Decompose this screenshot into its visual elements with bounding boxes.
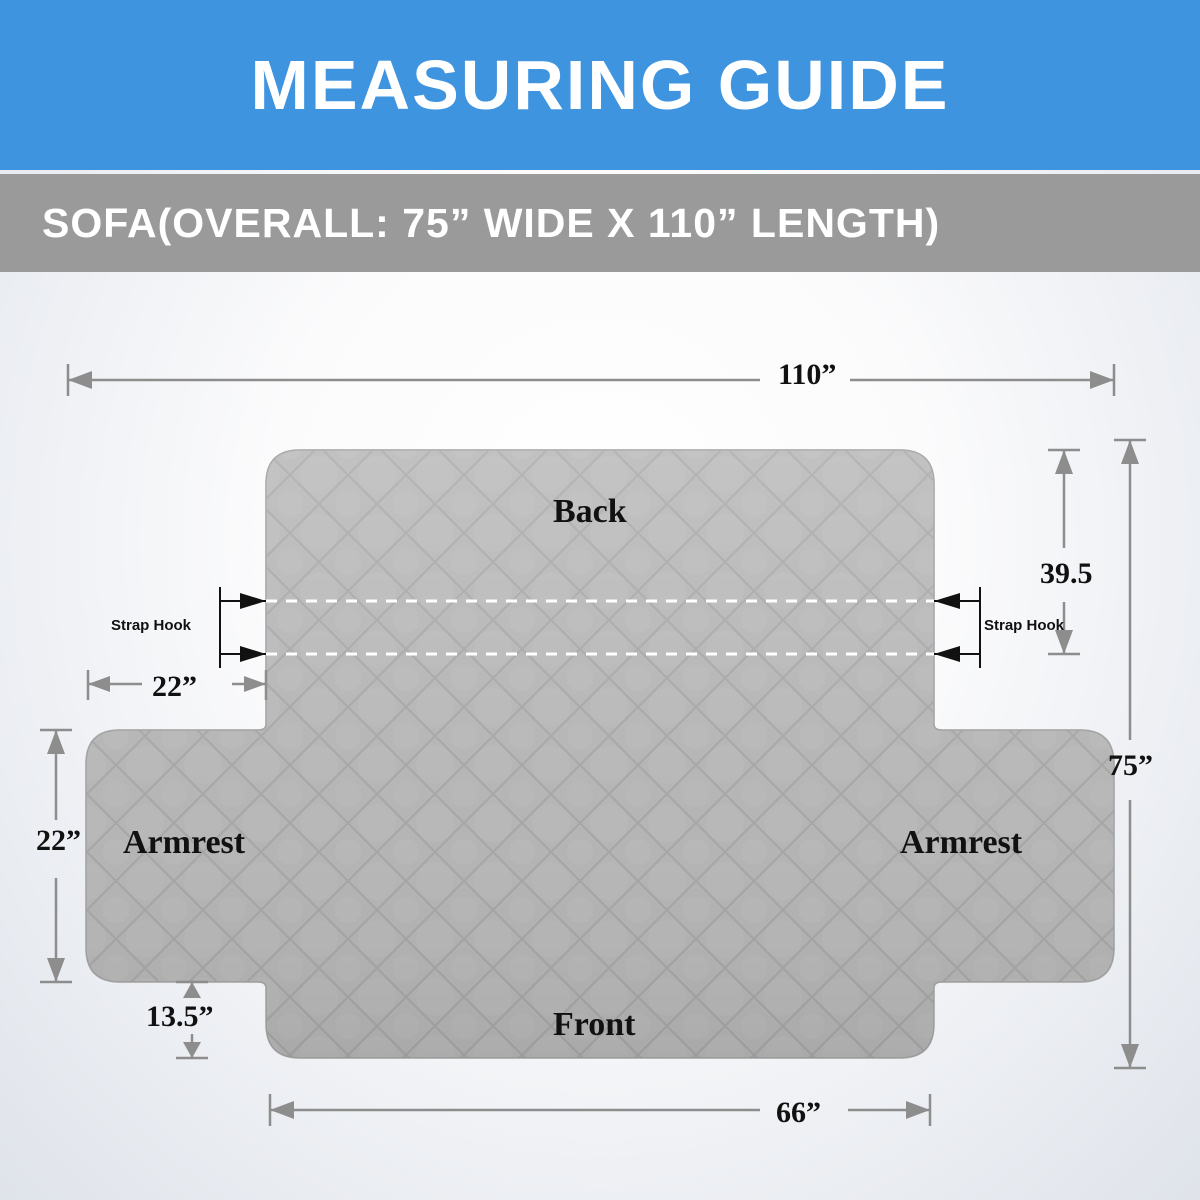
- strap-hook-arrow-left: [220, 587, 266, 668]
- dimension-label-front-skirt: 13.5”: [146, 1000, 214, 1033]
- label-strap-hook-left: Strap Hook: [111, 617, 192, 634]
- subheader-banner: [0, 174, 1200, 272]
- strap-hook-arrow-right: [934, 587, 980, 668]
- label-armrest-right: Armrest: [900, 824, 1023, 861]
- diagram-svg: [0, 272, 1200, 1200]
- label-back: Back: [553, 493, 627, 530]
- sofa-spec-text: SOFA(OVERALL: 75” WIDE X 110” LENGTH): [42, 199, 941, 246]
- dimension-110: [68, 364, 1114, 396]
- dimension-label-overall-length: 110”: [778, 358, 837, 391]
- label-armrest-left: Armrest: [123, 824, 246, 861]
- label-strap-hook-right: Strap Hook: [984, 617, 1065, 634]
- dimension-label-back-offset: 22”: [152, 670, 197, 703]
- dimension-66: [270, 1094, 930, 1126]
- header-banner: [0, 0, 1200, 170]
- dimension-label-back-height: 39.5: [1040, 557, 1093, 590]
- cover-silhouette: [86, 450, 1114, 1058]
- dimension-label-front-width: 66”: [776, 1096, 821, 1129]
- sofa-cover-diagram: [0, 272, 1200, 1200]
- label-front: Front: [553, 1006, 636, 1043]
- dimension-label-armrest-height: 22”: [36, 824, 81, 857]
- page-title: MEASURING GUIDE: [250, 46, 950, 124]
- dimension-label-overall-width: 75”: [1108, 749, 1153, 782]
